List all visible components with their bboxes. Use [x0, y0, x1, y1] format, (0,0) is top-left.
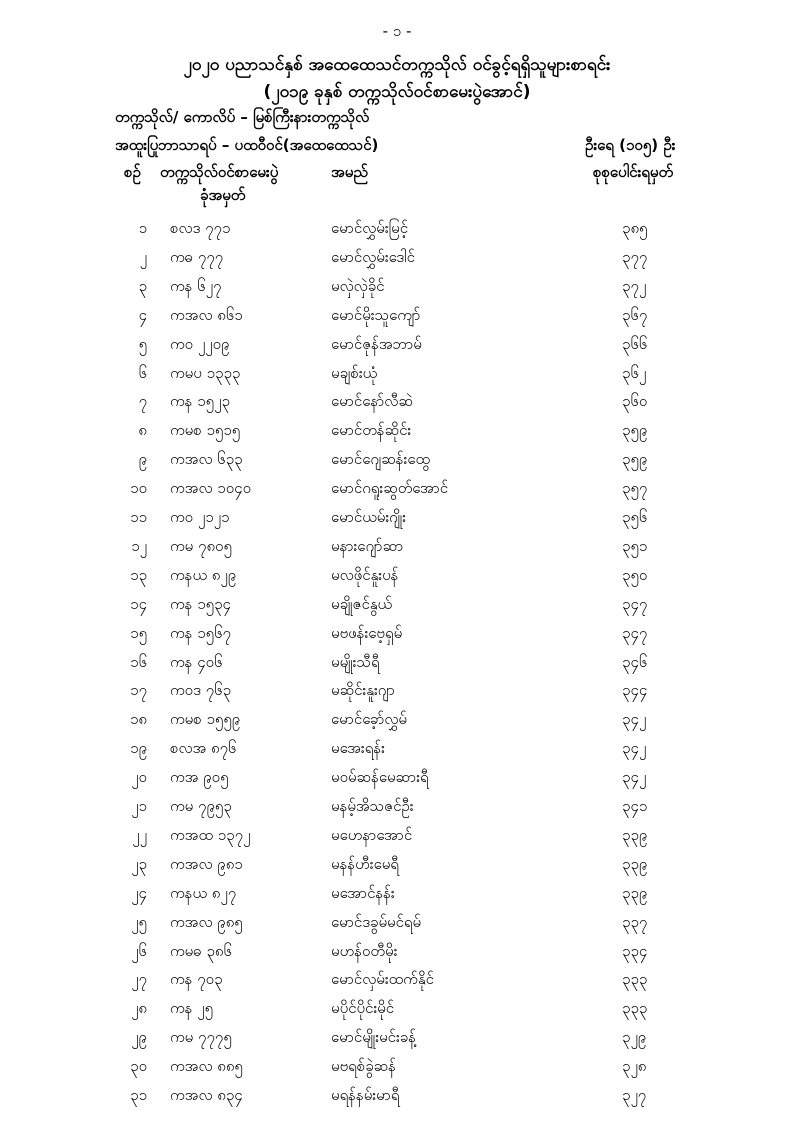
serial-no: ၁၅ — [130, 623, 147, 642]
student-name: မောင်တန်ဆိုင်း — [331, 421, 412, 440]
table-row — [0, 826, 794, 855]
total-marks: ၃၅၆ — [622, 508, 648, 526]
roll-number: ကမ ၇၇၇၅ — [170, 1028, 232, 1047]
student-name: မဝမ်ဆန်မေဆားရီ — [331, 768, 429, 787]
student-name: မလှဲလှဲခိုင် — [331, 276, 385, 295]
roll-number: ကမ ၇၉၅၃ — [170, 797, 232, 815]
student-name: မဗဖန်းဗေ့ရှမ် — [331, 623, 403, 642]
table-row — [0, 306, 794, 335]
table-row — [0, 392, 794, 421]
serial-no: ၁၁ — [130, 508, 147, 526]
roll-number: ကန ၇၀၃ — [170, 970, 223, 989]
serial-no: ၂၂ — [132, 825, 147, 844]
student-name: မဆိုင်းနူးဂျာ — [331, 681, 395, 700]
student-name: မောင်ယမ်းဂျိုး — [331, 508, 407, 526]
serial-no: ၂ — [139, 247, 147, 266]
table-row — [0, 450, 794, 479]
roll-number: ကအ ၉၀၅ — [170, 768, 229, 787]
serial-no: ၈ — [138, 421, 147, 440]
student-name: မမျိုးသီရီ — [331, 652, 380, 671]
total-marks: ၃၅၀ — [622, 565, 648, 584]
student-name: မောင်ဇုန်အဘာမ် — [331, 334, 422, 353]
roll-number: ကန ၆၂၇ — [170, 276, 222, 295]
table-row — [0, 913, 794, 942]
serial-no: ၉ — [138, 450, 147, 469]
total-marks: ၃၄၂ — [622, 710, 647, 729]
roll-number: ကန ၂၅ — [170, 999, 214, 1018]
total-marks: ၃၄၂ — [622, 739, 647, 758]
serial-no: ၇ — [138, 392, 147, 411]
total-marks: ၃၂၉ — [622, 1028, 647, 1047]
serial-no: ၃ — [138, 276, 147, 295]
total-marks: ၃၄၄ — [622, 681, 648, 700]
total-marks: ၃၈၅ — [622, 219, 648, 237]
table-row — [0, 508, 794, 537]
roll-number: ကအလ ၆၃၃ — [170, 450, 243, 469]
roll-number: ကမ ၇၈၀၅ — [170, 536, 232, 555]
serial-no: ၁၂ — [131, 536, 147, 555]
roll-number: ကန ၁၅၃၄ — [170, 594, 231, 613]
serial-no: ၂၉ — [131, 1028, 147, 1047]
table-row — [0, 566, 794, 595]
table-row — [0, 710, 794, 739]
table-row — [0, 739, 794, 768]
serial-no: ၃၀ — [130, 1057, 147, 1076]
total-marks: ၃၇၇ — [622, 247, 648, 266]
total-marks: ၃၅၉ — [622, 421, 648, 440]
total-marks: ၃၃၃ — [622, 970, 648, 989]
total-marks: ၃၅၁ — [622, 536, 648, 555]
student-name: မချစ်းယုံ — [331, 363, 378, 382]
roll-number: ကနယ ၈၂၉ — [170, 565, 237, 584]
student-name: မောင်ဂျေဆန်းထွေ — [331, 450, 431, 469]
roll-number: ကဝ ၂၁၂၁ — [170, 508, 230, 526]
roll-number: ကဝ ၂၂၀၉ — [170, 334, 230, 353]
serial-no: ၂၈ — [131, 999, 147, 1018]
table-row — [0, 970, 794, 999]
student-name: မောင်ခေ့ာ်လွှမ် — [331, 710, 407, 729]
roll-number: ကန ၁၅၂၃ — [170, 392, 230, 411]
table-row — [0, 537, 794, 566]
table-row — [0, 999, 794, 1028]
table-row — [0, 248, 794, 277]
student-name: မဟေနာအောင် — [331, 825, 413, 844]
roll-number: စလဒ ၇၇၁ — [170, 219, 231, 237]
table-row — [0, 1086, 794, 1115]
total-marks: ၃၄၆ — [622, 652, 648, 671]
serial-no: ၁၇ — [130, 681, 147, 700]
header-serial-no: စဉ် — [124, 163, 141, 181]
serial-no: ၆ — [138, 363, 147, 382]
total-marks: ၃၄၁ — [622, 797, 648, 815]
total-marks: ၃၂၇ — [622, 1086, 647, 1104]
table-row — [0, 1057, 794, 1086]
table-row — [0, 768, 794, 797]
table-row — [0, 479, 794, 508]
total-marks: ၃၆၂ — [622, 363, 647, 382]
total-marks: ၃၆၆ — [622, 334, 648, 353]
student-name: မနမ့်အိသဇင်ဦး — [331, 797, 414, 815]
table-row — [0, 421, 794, 450]
roll-number: ကန ၄၀၆ — [170, 652, 223, 671]
serial-no: ၂၅ — [131, 912, 147, 931]
student-name: မဗရစ်ခွဲဆန် — [331, 1057, 396, 1076]
student-name: မောင်လွှမ်းဒေါင် — [331, 247, 415, 266]
roll-number: ကအလ ၁၀၄၀ — [170, 479, 252, 498]
roll-number: ကန ၁၅၆၇ — [170, 623, 231, 642]
serial-no: ၃၁ — [130, 1086, 147, 1104]
total-marks: ၃၄၇ — [622, 594, 648, 613]
table-row — [0, 797, 794, 826]
student-name: မနားဂျော်ဆာ — [331, 536, 404, 555]
header-roll-number-line2: ခုံအမှတ် — [200, 186, 246, 204]
serial-no: ၁၆ — [130, 652, 147, 671]
roll-number: ကအလ ၉၈၁ — [170, 854, 243, 873]
roll-number: စလအ ၈၇၆ — [170, 739, 237, 758]
total-marks: ၃၅၉ — [622, 450, 648, 469]
table-row — [0, 364, 794, 393]
table-row — [0, 1028, 794, 1057]
total-marks: ၃၆၀ — [622, 392, 648, 411]
student-name: မရန်နမ်းမာရီ — [331, 1086, 400, 1104]
roll-number: ကမစ ၁၅၁၅ — [170, 421, 241, 440]
serial-no: ၁၉ — [130, 739, 147, 758]
serial-no: ၂၃ — [131, 854, 147, 873]
total-marks: ၃၃၉ — [622, 854, 648, 873]
serial-no: ၁၄ — [130, 594, 147, 613]
serial-no: ၅ — [138, 334, 147, 353]
table-row — [0, 624, 794, 653]
serial-no: ၂၀ — [131, 768, 147, 787]
table-row — [0, 219, 794, 248]
student-name: မောင်နော်လီဆဲ — [331, 392, 413, 411]
serial-no: ၂၁ — [131, 797, 147, 815]
table-row — [0, 942, 794, 971]
roll-number: ကအလ ၈၃၄ — [170, 1086, 243, 1104]
table-row — [0, 595, 794, 624]
serial-no: ၂၄ — [131, 883, 147, 902]
student-name: မအောင်နန်း — [331, 883, 395, 902]
roll-number: ကမဓ ၃၈၆ — [170, 941, 232, 960]
total-marks: ၃၅၇ — [622, 479, 648, 498]
student-name: မပိုင်ပိုင်းမိုင် — [331, 999, 395, 1018]
serial-no: ၂၆ — [131, 941, 147, 960]
student-name: မလဖိုင်နူးပန် — [331, 565, 399, 584]
student-name: မောင်ဂရူးဆွတ်အောင် — [331, 479, 449, 498]
total-marks: ၃၃၇ — [622, 912, 648, 931]
roll-number: ကအထ ၁၃၇၂ — [170, 825, 251, 844]
document-title: ၂၀၂၀ ပညာသင်နှစ် အထေထေသင်တက္ကသိုလ် ဝင်ခွင့်ရရှိသူများစာရင်း — [183, 55, 611, 75]
student-name: မောင်မိုးသူကျော် — [331, 305, 421, 324]
table-row — [0, 277, 794, 306]
roll-number: ကမစ ၁၅၅၉ — [170, 710, 241, 729]
serial-no: ၁၀ — [130, 479, 147, 498]
serial-no: ၁၈ — [129, 710, 147, 729]
roll-number: ကမပ ၁၃၃၃ — [170, 363, 241, 382]
student-name: မောင်ဒခွမ်မင်ရမ် — [331, 912, 422, 931]
university-label: တက္ကသိုလ်/ ကောလိပ် – မြစ်ကြီးနားတက္ကသိုလ် — [115, 108, 370, 126]
total-marks: ၃၆၇ — [622, 305, 648, 324]
roll-number: ကဓ ၇၇၇ — [170, 247, 224, 266]
table-row — [0, 884, 794, 913]
subject-label: အထူးပြုဘာသာရပ် – ပထဝီဝင်(အထေထေသင်) — [115, 136, 379, 154]
student-name: မောင်လှမ်းထက်နိုင် — [331, 970, 434, 989]
header-roll-number: တက္ကသိုလ်ဝင်စာမေးပွဲ — [160, 163, 279, 181]
total-marks: ၃၃၉ — [622, 883, 648, 902]
student-name: မအေးရန်း — [331, 739, 385, 758]
total-marks: ၃၄၂ — [622, 768, 647, 787]
roll-number: ကဝဒ ၇၆၃ — [170, 681, 232, 700]
table-row — [0, 653, 794, 682]
total-marks: ၃၇၂ — [622, 276, 647, 295]
total-count-label: ဦးရေ (၁၀၅) ဦး — [585, 136, 676, 154]
header-name: အမည် — [331, 163, 368, 181]
total-marks: ၃၃၄ — [622, 941, 648, 960]
header-total-marks: စုစုပေါင်းရမှတ် — [593, 163, 674, 181]
roll-number: ကနယ ၈၂၇ — [170, 883, 237, 902]
serial-no: ၄ — [138, 305, 147, 324]
serial-no: ၁ — [138, 219, 147, 237]
student-name: မချိုဇင်နွယ် — [331, 594, 393, 613]
student-name: မနန်ဟီးမေရီ — [331, 854, 399, 873]
table-row — [0, 855, 794, 884]
student-name: မောင်မျိုးမင်းခန့် — [331, 1028, 417, 1047]
total-marks: ၃၃၃ — [622, 999, 648, 1018]
serial-no: ၁၃ — [130, 565, 147, 584]
student-name: မောင်လွှမ်းမြင့် — [331, 219, 409, 237]
total-marks: ၃၄၇ — [622, 623, 648, 642]
serial-no: ၂၇ — [131, 970, 147, 989]
roll-number: ကအလ ၈၆၁ — [170, 305, 243, 324]
table-row — [0, 335, 794, 364]
total-marks: ၃၂၈ — [622, 1057, 647, 1076]
roll-number: ကအလ ၈၈၅ — [170, 1057, 243, 1076]
table-row — [0, 681, 794, 710]
student-name: မဟန်ဝတီမိုး — [331, 941, 398, 960]
document-subtitle: (၂၀၁၉ ခုနှစ် တက္ကသိုလ်ဝင်စာမေးပွဲအောင်) — [263, 82, 531, 102]
roll-number: ကအလ ၉၈၅ — [170, 912, 243, 931]
total-marks: ၃၃၉ — [622, 825, 648, 844]
page-number: - ၁ - — [382, 22, 412, 40]
